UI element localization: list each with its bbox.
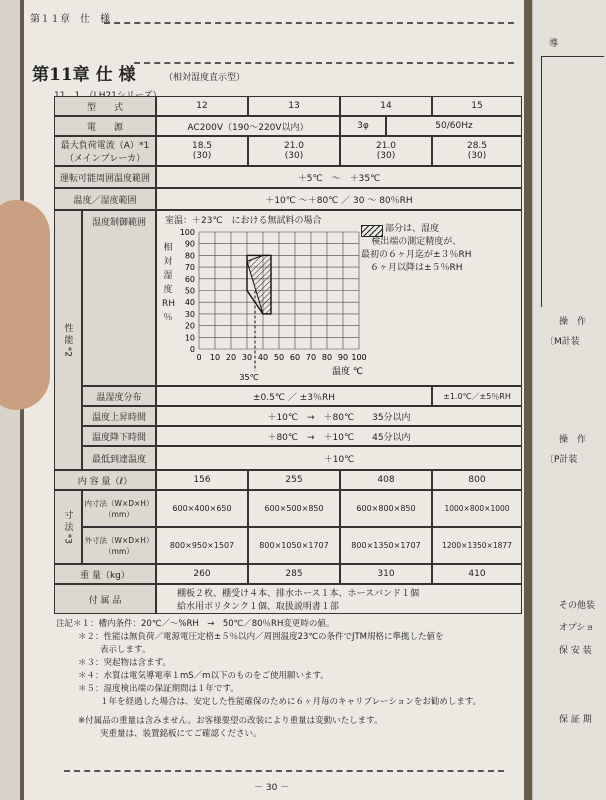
y-tick-label: 30	[184, 309, 195, 319]
inner-dims-label: 内寸法（W×D×H）（mm）	[82, 490, 156, 527]
range-label: 温度／湿度範囲	[54, 188, 156, 210]
breaker-value: (30)	[376, 151, 396, 161]
legend-text-more	[361, 236, 472, 275]
ylabel-char: 湿	[163, 271, 173, 281]
facing-item: 操 作	[559, 317, 587, 327]
note-line: ＊３：突起物は含まず。	[78, 658, 171, 668]
inner-dims-15: 1000×800×1000	[432, 490, 522, 527]
ylabel-char: RH	[162, 299, 176, 309]
y-tick-label: 0	[189, 345, 195, 354]
ylabel-char: 対	[163, 257, 173, 267]
marker-label: 35℃	[239, 373, 259, 382]
rise-time-label: 温度上昇時間	[82, 406, 156, 426]
chart-caption: 室温：＋23℃ における無試料の場合	[165, 216, 322, 226]
x-tick-label: 100	[351, 353, 367, 362]
distribution-label: 温湿度分布	[82, 386, 156, 406]
inner-dims-12: 600×400×650	[156, 490, 248, 527]
y-tick-label: 10	[184, 333, 195, 343]
volume-15: 800	[432, 470, 522, 490]
volume-12: 156	[156, 470, 248, 490]
outer-dims-label: 外寸法（W×D×H）（mm）	[82, 527, 156, 564]
breaker-value: (30)	[284, 151, 304, 161]
note-line: 注記＊１：槽内条件：20℃／～%RH → 50℃／80％RH変更時の値。	[56, 619, 335, 629]
y-tick-label: 50	[184, 286, 195, 296]
humidity-chart-cell	[156, 210, 522, 386]
current-value: 21.0	[375, 141, 397, 151]
current-value: 18.5	[191, 141, 213, 151]
x-tick-label: 10	[209, 353, 221, 362]
chapter-header: 第１１章 仕 様	[30, 14, 110, 25]
x-tick-label: 70	[305, 353, 317, 362]
range-value: ＋10℃ ～＋80℃ ／ 30 ～ 80％RH	[156, 188, 522, 210]
chapter-title: 第11章 仕 様	[32, 65, 136, 85]
hand	[0, 200, 50, 410]
legend-line: ６ヶ月以降は±５％RH	[370, 263, 463, 273]
volume-13: 255	[248, 470, 340, 490]
weight-12: 260	[156, 564, 248, 584]
min-temp-label: 最低到達温度	[82, 446, 156, 470]
note-line: ＊２：性能は無負荷／電源電圧定格±５％以内／周囲温度23℃の条件でJTM規格に準拠した値を	[78, 632, 444, 642]
facing-item: 〔P計装	[545, 455, 578, 465]
weight-15: 410	[432, 564, 522, 584]
current-value: 21.0	[283, 141, 305, 151]
x-tick-label: 80	[321, 353, 333, 362]
note-line: ＊４：水質は電気導電率１mS／m以下のものをご使用願います。	[78, 671, 329, 681]
facing-item: オプショ	[559, 623, 595, 633]
x-tick-label: 20	[225, 353, 237, 362]
outer-dims-14: 800×1350×1707	[340, 527, 432, 564]
inner-dims-14: 600×800×850	[340, 490, 432, 527]
current-sublabel: （メインブレーカ）	[64, 154, 146, 164]
model-14: 14	[340, 96, 432, 116]
current-value: 28.5	[466, 141, 488, 151]
x-tick-label: 0	[196, 353, 202, 362]
rise-time-value: ＋10℃ → ＋80℃ 35分以内	[156, 406, 522, 426]
breaker-value: (30)	[467, 151, 487, 161]
power-label: 電 源	[54, 116, 156, 136]
x-tick-label: 90	[337, 353, 349, 362]
note-line: ＊５：湿度検出端の保証期間は１年です。	[78, 684, 239, 694]
power-value: AC200V（190～220V以内）	[156, 116, 340, 136]
model-15: 15	[432, 96, 522, 116]
weight-14: 310	[340, 564, 432, 584]
x-tick-label: 50	[273, 353, 285, 362]
x-axis-label: 温度 ℃	[332, 367, 363, 377]
footer-divider	[64, 770, 504, 772]
notes	[56, 618, 522, 741]
current-14	[340, 136, 432, 166]
accessories-line: 給水用ポリタンク１個、取扱説明書１部	[177, 602, 339, 612]
y-tick-label: 90	[184, 239, 195, 249]
weight-label: 重 量（kg）	[54, 564, 156, 584]
performance-label: 性 能 *2	[54, 210, 82, 470]
facing-item: その他装	[559, 601, 596, 611]
weight-13: 285	[248, 564, 340, 584]
facing-box	[541, 56, 604, 307]
power-frequency: 50/60Hz	[386, 116, 522, 136]
legend-text	[385, 223, 439, 236]
facing-item: 保 証 期	[559, 715, 592, 725]
breaker-value: (30)	[192, 151, 212, 161]
x-tick-label: 40	[257, 353, 269, 362]
facing-item: 〔M計装	[545, 337, 580, 347]
legend-line: 部分は、湿度	[385, 224, 440, 234]
current-15	[432, 136, 522, 166]
facing-item: 操 作	[559, 435, 587, 445]
legend-line: 検出端の測定精度が、	[371, 237, 462, 247]
outer-dims-15: 1200×1350×1877	[432, 527, 522, 564]
hatched-accuracy-region	[247, 255, 271, 314]
spec-page	[24, 0, 524, 800]
y-tick-label: 40	[184, 298, 195, 308]
type-label: （相対湿度直示型）	[164, 73, 246, 83]
current-label-cell	[54, 136, 156, 166]
distribution-value-15: ±1.0℃／±5％RH	[432, 386, 522, 406]
accessories-label: 付 属 品	[54, 584, 156, 614]
y-tick-label: 80	[184, 251, 195, 261]
inner-dims-13: 600×500×850	[248, 490, 340, 527]
distribution-value: ±0.5℃ ／ ±3％RH	[156, 386, 432, 406]
model-13: 13	[248, 96, 340, 116]
outer-dims-13: 800×1050×1707	[248, 527, 340, 564]
x-tick-label: 30	[241, 353, 253, 362]
outer-dims-12: 800×950×1507	[156, 527, 248, 564]
page-number: － 30 －	[254, 783, 290, 793]
y-tick-label: 60	[184, 274, 195, 284]
x-tick-label: 60	[289, 353, 301, 362]
fall-time-label: 温度降下時間	[82, 426, 156, 446]
current-12	[156, 136, 248, 166]
note-line: １年を経過した場合は、安定した性能確保のために６ヶ月毎のキャリブレーションをお勧めします。	[100, 697, 482, 707]
facing-item: 保 安 装	[559, 646, 592, 656]
fall-time-value: ＋80℃ → ＋10℃ 45分以内	[156, 426, 522, 446]
y-tick-label: 100	[179, 228, 195, 237]
facing-item: 導	[549, 39, 559, 49]
current-label: 最大負荷電流（A）*1	[60, 141, 150, 151]
y-tick-label: 70	[184, 263, 195, 273]
current-13	[248, 136, 340, 166]
model-12: 12	[156, 96, 248, 116]
title-divider	[134, 62, 514, 64]
accessories-line: 棚板２枚、棚受け４本、排水ホース１本、ホースバンド１個	[177, 589, 420, 599]
note-line: ※付属品の重量は含みません。お客様要望の改装により重量は変動いたします。	[78, 716, 383, 726]
volume-label: 内 容 量（ℓ）	[54, 470, 156, 490]
ambient-value: ＋5℃ ～ ＋35℃	[156, 166, 522, 188]
min-temp-value: ＋10℃	[156, 446, 522, 470]
header-divider	[104, 22, 514, 24]
y-tick-label: 20	[184, 321, 195, 331]
volume-14: 408	[340, 470, 432, 490]
facing-page	[532, 0, 606, 800]
humidity-control-label: 湿度制御範囲	[82, 210, 156, 386]
note-line: 実重量は、装置銘板にてご確認ください。	[100, 729, 262, 739]
accessories-value	[156, 584, 522, 614]
note-line: 表示します。	[100, 645, 151, 655]
chart-ylabel	[162, 241, 174, 325]
legend-line: 最初の６ヶ月迄が±３％RH	[361, 250, 472, 260]
ambient-label: 運転可能周囲温度範囲	[54, 166, 156, 188]
ylabel-char: 度	[163, 285, 173, 295]
dimensions-label: 寸 法 *3	[54, 490, 82, 564]
power-phase: 3φ	[340, 116, 386, 136]
model-label: 型 式	[54, 96, 156, 116]
ylabel-char: 相	[163, 243, 173, 253]
ylabel-char: ％	[163, 313, 173, 323]
